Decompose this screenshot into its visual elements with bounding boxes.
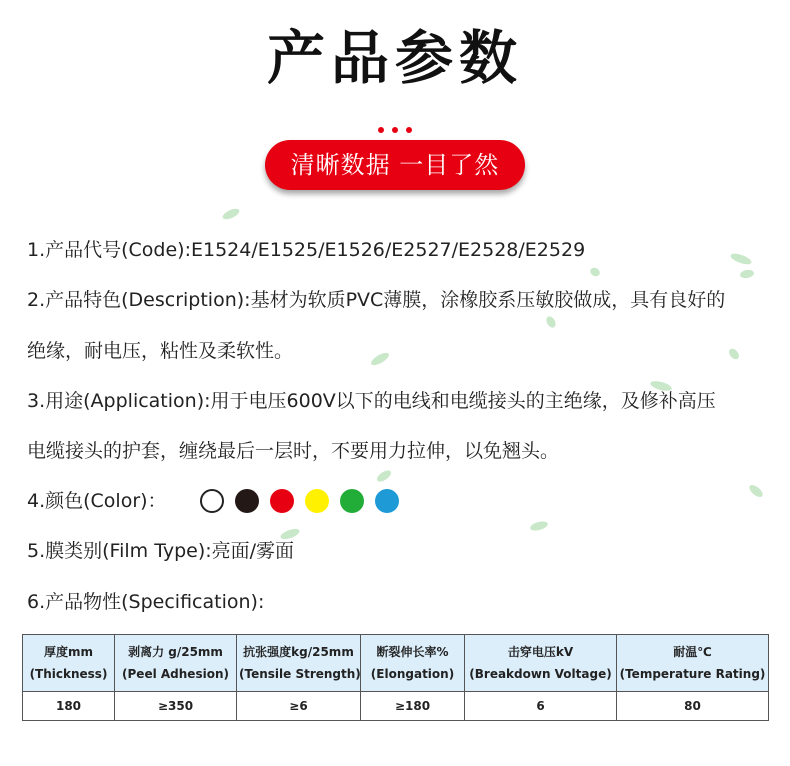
table-header-row <box>23 635 769 692</box>
leaf-decoration <box>589 266 602 278</box>
description-line-cont: 绝缘，耐电压，粘性及柔软性。 <box>27 340 294 362</box>
subtitle-badge: 清晰数据 一目了然 <box>265 140 525 190</box>
color-swatch-red <box>270 489 294 513</box>
column-header: 抗张强度kg/25mm (Tensile Strength) <box>237 635 361 692</box>
application-line: 3.用途(Application):用于电压600V以下的电线和电缆接头的主绝缘，及修补高压 <box>27 390 716 412</box>
color-swatch-black <box>235 489 259 513</box>
leaf-decoration <box>739 269 754 279</box>
color-swatch-white <box>200 489 224 513</box>
table-row <box>23 692 769 721</box>
table-cell: ≥6 <box>237 692 361 721</box>
film-type-line: 5.膜类别(Film Type):亮面/雾面 <box>27 540 295 562</box>
leaf-decoration <box>729 251 752 266</box>
column-header: 厚度mm (Thickness) <box>23 635 115 692</box>
description-line: 2.产品特色(Description):基材为软质PVC薄膜，涂橡胶系压敏胶做成，具有良好的 <box>27 289 726 311</box>
specification-table <box>22 634 769 721</box>
color-swatch-yellow <box>305 489 329 513</box>
table-cell: 6 <box>465 692 617 721</box>
page-title: 产品参数 <box>266 24 523 92</box>
leaf-decoration <box>221 207 241 222</box>
specification-label: 6.产品物性(Specification): <box>27 591 265 613</box>
column-header: 断裂伸长率% (Elongation) <box>361 635 465 692</box>
color-swatch-green <box>340 489 364 513</box>
color-swatch-blue <box>375 489 399 513</box>
product-code-line: 1.产品代号(Code):E1524/E1525/E1526/E2527/E2528/E2529 <box>27 239 586 261</box>
column-header: 剥离力 g/25mm (Peel Adhesion) <box>115 635 237 692</box>
leaf-decoration <box>375 468 393 484</box>
color-swatches <box>200 489 399 513</box>
color-label: 4.颜色(Color)： <box>27 490 167 512</box>
leaf-decoration <box>369 351 390 368</box>
table-cell: ≥180 <box>361 692 465 721</box>
leaf-decoration <box>727 347 741 361</box>
leaf-decoration <box>545 315 558 329</box>
column-header: 击穿电压kV (Breakdown Voltage) <box>465 635 617 692</box>
table-cell: 180 <box>23 692 115 721</box>
leaf-decoration <box>529 520 548 532</box>
application-line-cont: 电缆接头的护套，缠绕最后一层时，不要用力拉伸，以免翘头。 <box>27 440 560 462</box>
column-header: 耐温℃ (Temperature Rating) <box>617 635 769 692</box>
leaf-decoration <box>747 483 764 499</box>
table-cell: ≥350 <box>115 692 237 721</box>
table-cell: 80 <box>617 692 769 721</box>
accent-dots <box>0 118 790 137</box>
